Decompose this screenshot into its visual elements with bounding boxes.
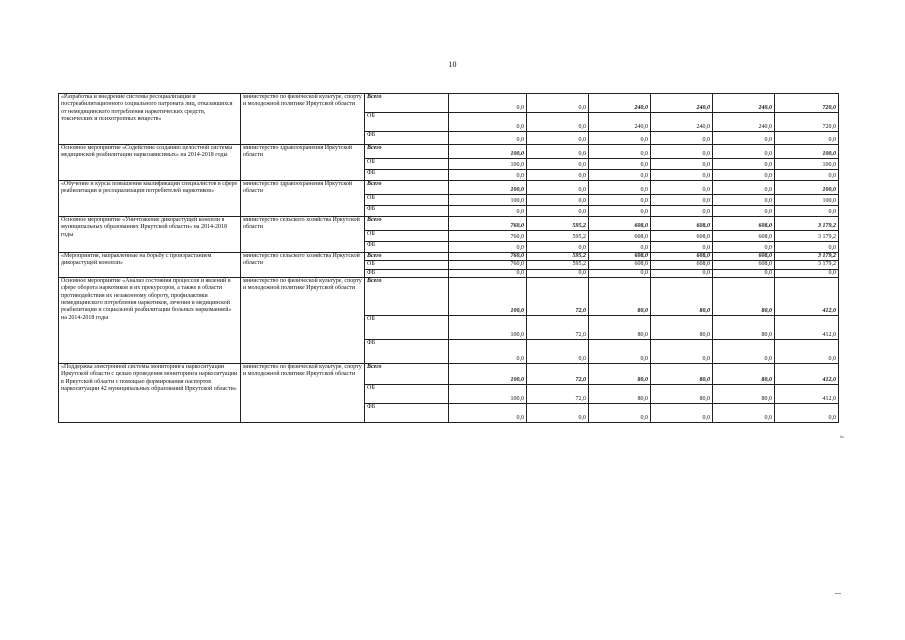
amount-cell: 0,0 xyxy=(527,94,589,113)
amount-cell: 72,0 xyxy=(527,277,589,315)
amount-cell: 0,0 xyxy=(651,339,713,363)
amount-cell: 0,0 xyxy=(589,170,651,181)
funding-source: ОБ xyxy=(365,195,449,206)
amount-cell: 760,0 xyxy=(449,231,527,242)
amount-cell: 595,2 xyxy=(527,217,589,231)
funding-source: ФБ xyxy=(365,339,449,363)
funding-source: Всего xyxy=(365,94,449,113)
amount-cell: 0,0 xyxy=(449,339,527,363)
amount-cell: 412,0 xyxy=(775,277,839,315)
amount-cell: 100,0 xyxy=(449,277,527,315)
activity-name: Основное мероприятие «Анализ состояния процессов и явлений в сфере оборота наркотиков и их прекурсоров, а также в области противодействия их незаконному обороту, профилактики немедицинского потребления наркотиков, лечения и медицинской реабилитации и социальной реабилитации больных наркоманией» на 2014-2018 годы xyxy=(59,277,241,363)
amount-cell: 412,0 xyxy=(775,384,839,403)
amount-cell: 0,0 xyxy=(713,242,775,253)
amount-cell: 608,0 xyxy=(651,253,713,261)
amount-cell: 0,0 xyxy=(527,242,589,253)
funding-source: ФБ xyxy=(365,403,449,422)
amount-cell: 0,0 xyxy=(775,170,839,181)
amount-cell: 80,0 xyxy=(589,384,651,403)
amount-cell: 0,0 xyxy=(449,206,527,217)
amount-cell: 0,0 xyxy=(651,206,713,217)
amount-cell: 0,0 xyxy=(651,181,713,195)
amount-cell: 0,0 xyxy=(775,269,839,277)
amount-cell: 80,0 xyxy=(651,363,713,384)
amount-cell: 240,0 xyxy=(713,113,775,132)
amount-cell: 240,0 xyxy=(713,94,775,113)
amount-cell: 0,0 xyxy=(651,195,713,206)
amount-cell: 0,0 xyxy=(527,170,589,181)
amount-cell: 100,0 xyxy=(449,315,527,339)
amount-cell: 0,0 xyxy=(589,132,651,145)
table-row xyxy=(59,181,839,195)
amount-cell: 0,0 xyxy=(775,242,839,253)
amount-cell: 0,0 xyxy=(775,339,839,363)
funding-source: Всего xyxy=(365,217,449,231)
amount-cell: 720,0 xyxy=(775,113,839,132)
amount-cell: 0,0 xyxy=(651,145,713,159)
funding-source: Всего xyxy=(365,181,449,195)
executor-name: министерство по физической культуре, спорту и молодежной политике Иркутской области xyxy=(241,277,365,363)
amount-cell: 720,0 xyxy=(775,94,839,113)
amount-cell: 0,0 xyxy=(589,195,651,206)
amount-cell: 0,0 xyxy=(589,269,651,277)
funding-source: Всего xyxy=(365,253,449,261)
page-number: 10 xyxy=(448,60,457,69)
amount-cell: 608,0 xyxy=(713,231,775,242)
table-row xyxy=(59,363,839,384)
amount-cell: 0,0 xyxy=(713,269,775,277)
amount-cell: 3 179,2 xyxy=(775,217,839,231)
amount-cell: 0,0 xyxy=(589,145,651,159)
activity-name: «Поддержка электронной системы мониторинга наркоситуации Иркутской области с целью проведения мониторинга наркоситуации в Иркутской области с помощью формирования паспортов наркоситуации 42 муниципальных образований Иркутской области» xyxy=(59,363,241,422)
funding-source: ФБ xyxy=(365,269,449,277)
amount-cell: 595,2 xyxy=(527,231,589,242)
amount-cell: 0,0 xyxy=(449,94,527,113)
amount-cell: 0,0 xyxy=(651,242,713,253)
funding-source: ФБ xyxy=(365,242,449,253)
amount-cell: 0,0 xyxy=(527,159,589,170)
funding-source: ОБ xyxy=(365,113,449,132)
funding-source: Всего xyxy=(365,277,449,315)
amount-cell: 608,0 xyxy=(651,217,713,231)
amount-cell: 0,0 xyxy=(449,403,527,422)
amount-cell: 80,0 xyxy=(651,277,713,315)
amount-cell: 0,0 xyxy=(775,403,839,422)
amount-cell: 0,0 xyxy=(651,132,713,145)
amount-cell: 760,0 xyxy=(449,261,527,269)
amount-cell: 100,0 xyxy=(449,181,527,195)
budget-table xyxy=(58,93,839,423)
amount-cell: 0,0 xyxy=(713,170,775,181)
table-row xyxy=(59,253,839,261)
amount-cell: 608,0 xyxy=(589,231,651,242)
amount-cell: 0,0 xyxy=(527,181,589,195)
amount-cell: 0,0 xyxy=(651,269,713,277)
amount-cell: 608,0 xyxy=(651,261,713,269)
amount-cell: 0,0 xyxy=(449,132,527,145)
activity-name: «Мероприятия, направленные на борьбу с произрастанием дикорастущей конопли» xyxy=(59,253,241,278)
amount-cell: 608,0 xyxy=(589,253,651,261)
amount-cell: 100,0 xyxy=(449,384,527,403)
amount-cell: 0,0 xyxy=(527,132,589,145)
amount-cell: 608,0 xyxy=(713,253,775,261)
funding-source: ОБ xyxy=(365,231,449,242)
amount-cell: 3 179,2 xyxy=(775,231,839,242)
funding-source: Всего xyxy=(365,363,449,384)
amount-cell: 0,0 xyxy=(713,206,775,217)
amount-cell: 80,0 xyxy=(713,315,775,339)
executor-name: министерство сельского хозяйства Иркутской области xyxy=(241,217,365,253)
amount-cell: 0,0 xyxy=(449,269,527,277)
funding-source: ОБ xyxy=(365,159,449,170)
amount-cell: 0,0 xyxy=(713,403,775,422)
amount-cell: 412,0 xyxy=(775,363,839,384)
amount-cell: 0,0 xyxy=(449,242,527,253)
amount-cell: 0,0 xyxy=(589,242,651,253)
amount-cell: 80,0 xyxy=(651,384,713,403)
table-row xyxy=(59,277,839,315)
funding-source: ОБ xyxy=(365,315,449,339)
funding-source: Всего xyxy=(365,145,449,159)
table-row xyxy=(59,145,839,159)
amount-cell: 100,0 xyxy=(449,145,527,159)
amount-cell: 0,0 xyxy=(713,195,775,206)
amount-cell: 3 179,2 xyxy=(775,253,839,261)
amount-cell: 100,0 xyxy=(775,181,839,195)
amount-cell: 80,0 xyxy=(713,384,775,403)
amount-cell: 0,0 xyxy=(589,339,651,363)
amount-cell: 80,0 xyxy=(713,363,775,384)
amount-cell: 72,0 xyxy=(527,384,589,403)
amount-cell: 0,0 xyxy=(651,170,713,181)
scan-speck xyxy=(835,593,841,594)
amount-cell: 0,0 xyxy=(589,206,651,217)
amount-cell: 100,0 xyxy=(449,195,527,206)
amount-cell: 0,0 xyxy=(527,113,589,132)
amount-cell: 0,0 xyxy=(527,195,589,206)
amount-cell: 100,0 xyxy=(775,195,839,206)
funding-source: ФБ xyxy=(365,170,449,181)
amount-cell: 72,0 xyxy=(527,315,589,339)
amount-cell: 100,0 xyxy=(449,363,527,384)
amount-cell: 0,0 xyxy=(449,170,527,181)
amount-cell: 608,0 xyxy=(651,231,713,242)
funding-source: ФБ xyxy=(365,132,449,145)
amount-cell: 0,0 xyxy=(775,132,839,145)
amount-cell: 100,0 xyxy=(775,145,839,159)
amount-cell: 100,0 xyxy=(775,159,839,170)
amount-cell: 608,0 xyxy=(713,217,775,231)
amount-cell: 80,0 xyxy=(589,363,651,384)
amount-cell: 0,0 xyxy=(713,339,775,363)
amount-cell: 240,0 xyxy=(651,94,713,113)
amount-cell: 0,0 xyxy=(589,159,651,170)
amount-cell: 0,0 xyxy=(589,403,651,422)
amount-cell: 0,0 xyxy=(713,159,775,170)
funding-source: ФБ xyxy=(365,206,449,217)
table-row xyxy=(59,217,839,231)
funding-source: ОБ xyxy=(365,384,449,403)
amount-cell: 0,0 xyxy=(449,113,527,132)
amount-cell: 760,0 xyxy=(449,253,527,261)
amount-cell: 240,0 xyxy=(651,113,713,132)
amount-cell: 100,0 xyxy=(449,159,527,170)
amount-cell: 0,0 xyxy=(527,269,589,277)
amount-cell: 0,0 xyxy=(527,145,589,159)
amount-cell: 595,2 xyxy=(527,253,589,261)
amount-cell: 0,0 xyxy=(713,181,775,195)
executor-name: министерство по физической культуре, спорту и молодежной политике Иркутской области xyxy=(241,94,365,145)
amount-cell: 595,2 xyxy=(527,261,589,269)
amount-cell: 608,0 xyxy=(713,261,775,269)
amount-cell: 608,0 xyxy=(589,217,651,231)
amount-cell: 0,0 xyxy=(713,145,775,159)
amount-cell: 80,0 xyxy=(713,277,775,315)
amount-cell: 3 179,2 xyxy=(775,261,839,269)
table-row xyxy=(59,94,839,113)
amount-cell: 0,0 xyxy=(527,206,589,217)
amount-cell: 80,0 xyxy=(651,315,713,339)
amount-cell: 0,0 xyxy=(713,132,775,145)
amount-cell: 412,0 xyxy=(775,315,839,339)
executor-name: министерство сельского хозяйства Иркутской области xyxy=(241,253,365,278)
amount-cell: 608,0 xyxy=(589,261,651,269)
amount-cell: 0,0 xyxy=(589,181,651,195)
amount-cell: 0,0 xyxy=(651,159,713,170)
executor-name: министерство здравоохранения Иркутской области xyxy=(241,181,365,217)
activity-name: Основное мероприятие «Уничтожение дикорастущей конопли в муниципальных образованиях Иркутской области» на 2014-2018 годы xyxy=(59,217,241,253)
amount-cell: 80,0 xyxy=(589,315,651,339)
end-quote-mark: ». xyxy=(840,434,845,440)
executor-name: министерство по физической культуре, спорту и молодежной политике Иркутской области xyxy=(241,363,365,422)
amount-cell: 760,0 xyxy=(449,217,527,231)
amount-cell: 240,0 xyxy=(589,94,651,113)
amount-cell: 0,0 xyxy=(775,206,839,217)
funding-source: ОБ xyxy=(365,261,449,269)
activity-name: «Разработка и внедрение системы ресоциализации и постреабилитационного социального патроната лиц, отказавшихся от немедицинского потребления наркотических средств, токсических и психотропных веществ» xyxy=(59,94,241,145)
amount-cell: 0,0 xyxy=(527,403,589,422)
amount-cell: 80,0 xyxy=(589,277,651,315)
amount-cell: 0,0 xyxy=(651,403,713,422)
amount-cell: 0,0 xyxy=(527,339,589,363)
activity-name: «Обучение и курсы повышения квалификации специалистов в сфере реабилитации и ресоциализации потребителей наркотиков» xyxy=(59,181,241,217)
amount-cell: 72,0 xyxy=(527,363,589,384)
amount-cell: 240,0 xyxy=(589,113,651,132)
activity-name: Основное мероприятие «Содействие созданию целостной системы медицинской реабилитации наркозависимых» на 2014-2018 годы xyxy=(59,145,241,181)
executor-name: министерство здравоохранения Иркутской области xyxy=(241,145,365,181)
